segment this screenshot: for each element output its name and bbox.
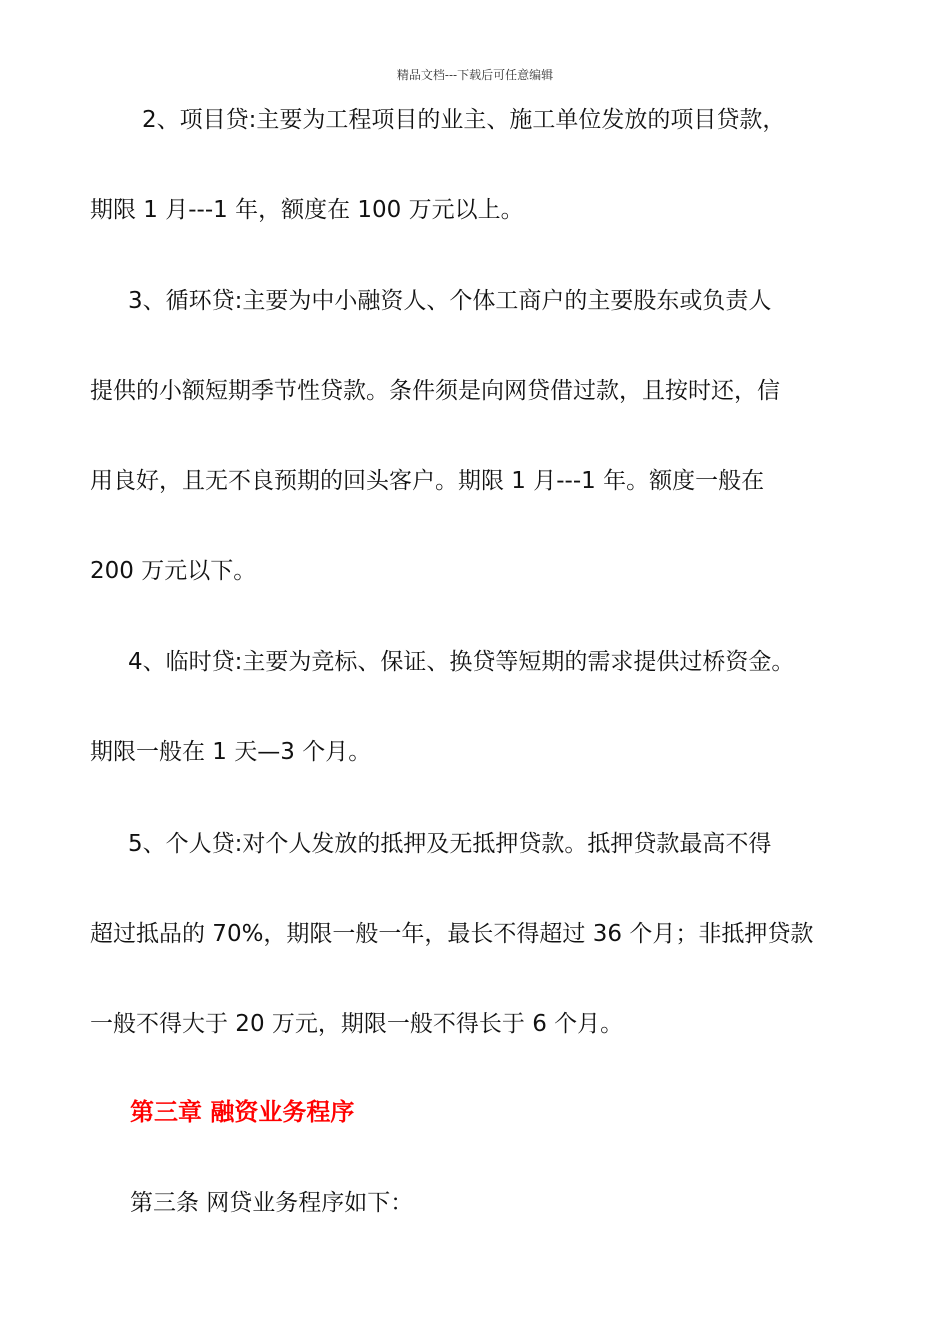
paragraph-line: 期限 1 月---1 年，额度在 100 万元以上。 <box>90 197 524 223</box>
paragraph-revolving-loan <box>90 256 870 616</box>
chapter-heading: 第三章 融资业务程序 <box>130 1098 355 1126</box>
paragraph-personal-loan <box>90 799 870 1069</box>
paragraph-line: 提供的小额短期季节性贷款。条件须是向网贷借过款，且按时还，信 <box>90 378 780 404</box>
paragraph-line: 超过抵品的 70%，期限一般一年，最长不得超过 36 个月；非抵押贷款 <box>90 921 814 947</box>
paragraph-line: 一般不得大于 20 万元，期限一般不得长于 6 个月。 <box>90 1011 624 1037</box>
paragraph-line: 4、临时贷:主要为竞标、保证、换贷等短期的需求提供过桥资金。 <box>128 649 795 675</box>
paragraph-line: 2、项目贷:主要为工程项目的业主、施工单位发放的项目贷款， <box>142 107 786 133</box>
paragraph-project-loan <box>90 75 870 255</box>
header-watermark: 精品文档---下载后可任意编辑 <box>396 68 554 82</box>
paragraph-temporary-loan <box>90 617 870 797</box>
paragraph-line: 期限一般在 1 天—3 个月。 <box>90 739 372 765</box>
paragraph-line: 3、循环贷:主要为中小融资人、个体工商户的主要股东或负责人 <box>128 288 772 314</box>
paragraph-line: 5、个人贷:对个人发放的抵押及无抵押贷款。抵押贷款最高不得 <box>128 831 772 857</box>
paragraph-line: 用良好，且无不良预期的回头客户。期限 1 月---1 年。额度一般在 <box>90 468 765 494</box>
paragraph-line: 200 万元以下。 <box>90 558 257 584</box>
article-text: 第三条 网贷业务程序如下： <box>130 1190 414 1216</box>
